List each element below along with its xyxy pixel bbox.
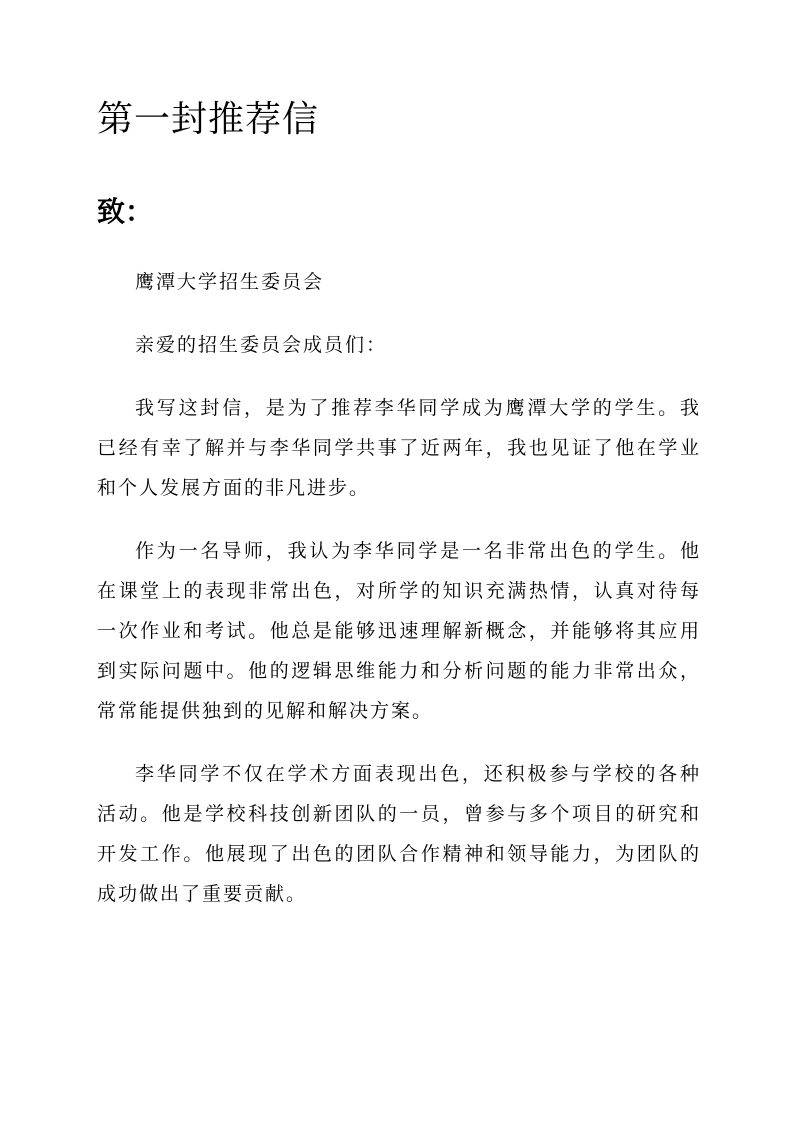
salutation: 致：: [97, 195, 154, 228]
paragraph-3: 李华同学不仅在学术方面表现出色，还积极参与学校的各种活动。他是学校科技创新团队的一员，曾参与多个项目的研究和开发工作。他展现了出色的团队合作精神和领导能力，为团队的成功做出了重要贡献。: [97, 763, 701, 905]
paragraph-2: 作为一名导师，我认为李华同学是一名非常出色的学生。他在课堂上的表现非常出色，对所学的知识充满热情，认真对待每一次作业和考试。他总是能够迅速理解新概念，并能够将其应用到实际问题中。他的逻辑思维能力和分析问题的能力非常出众，常常能提供独到的见解和解决方案。: [97, 540, 701, 722]
recipient-line: 鹰潭大学招生委员会: [135, 271, 325, 293]
document-title: 第一封推荐信: [97, 99, 320, 140]
paragraph-1: 我写这封信，是为了推荐李华同学成为鹰潭大学的学生。我已经有幸了解并与李华同学共事了近两年，我也见证了他在学业和个人发展方面的非凡进步。: [97, 397, 701, 499]
greeting-line: 亲爱的招生委员会成员们：: [135, 334, 388, 356]
letter-body: [97, 262, 701, 937]
